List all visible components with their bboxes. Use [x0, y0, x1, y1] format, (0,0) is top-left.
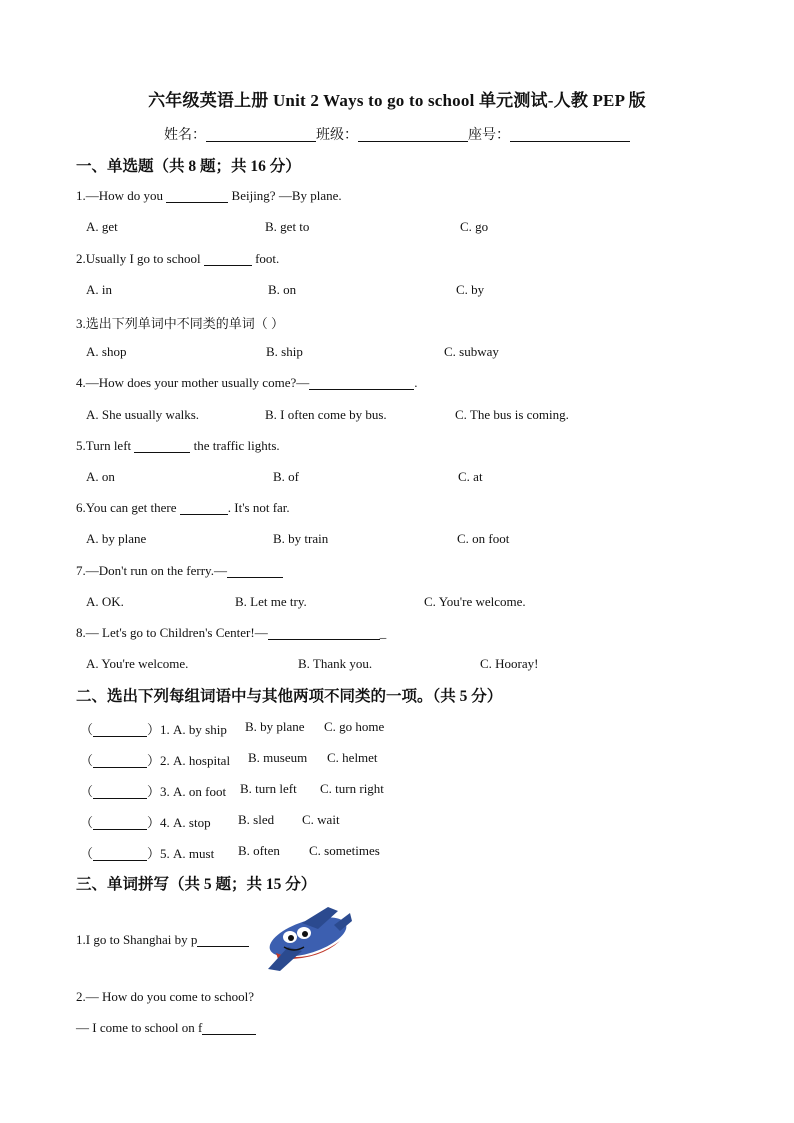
classify-1b[interactable]: B. by plane — [245, 719, 305, 734]
option-3c[interactable]: C. subway — [444, 344, 499, 359]
question-4: 4.—How does your mother usually come?— . — [76, 375, 418, 390]
option-1c[interactable]: C. go — [460, 219, 489, 234]
answer-blank[interactable] — [166, 189, 228, 203]
classify-item-5: （ ）5. A. must — [80, 846, 215, 861]
option-6c[interactable]: C. on foot — [457, 531, 510, 546]
classify-item-2: （ ）2. A. hospital — [80, 753, 231, 768]
classify-3c[interactable]: C. turn right — [320, 781, 384, 796]
option-2b[interactable]: B. on — [268, 282, 297, 297]
class-label: 班级： — [316, 128, 358, 143]
classify-2b[interactable]: B. museum — [248, 750, 308, 765]
classify-3b[interactable]: B. turn left — [240, 781, 297, 796]
section-3-heading: 三、单词拼写（共 5 题；共 15 分） — [76, 876, 317, 893]
answer-blank[interactable] — [197, 933, 249, 947]
spelling-question-2: 2.— How do you come to school? — [76, 989, 255, 1004]
answer-blank[interactable] — [268, 626, 380, 640]
seat-blank[interactable] — [510, 127, 630, 142]
page-title: 六年级英语上册 Unit 2 Ways to go to school 单元测试-人教 PEP 版 — [148, 91, 646, 110]
answer-blank[interactable] — [93, 847, 147, 861]
spelling-question-1: 1.I go to Shanghai by p — [76, 932, 249, 948]
option-5b[interactable]: B. of — [273, 469, 299, 484]
classify-item-3: （ ）3. A. on foot — [80, 784, 227, 799]
option-5c[interactable]: C. at — [458, 469, 483, 484]
option-7b[interactable]: B. Let me try. — [235, 594, 307, 609]
option-8a[interactable]: A. You're welcome. — [86, 656, 189, 671]
option-3a[interactable]: A. shop — [86, 344, 127, 359]
answer-blank[interactable] — [93, 754, 147, 768]
name-label: 姓名： — [164, 128, 206, 143]
option-4b[interactable]: B. I often come by bus. — [265, 407, 387, 422]
option-1b[interactable]: B. get to — [265, 219, 310, 234]
option-4a[interactable]: A. She usually walks. — [86, 407, 200, 422]
answer-blank[interactable] — [93, 723, 147, 737]
option-8b[interactable]: B. Thank you. — [298, 656, 373, 671]
classify-5c[interactable]: C. sometimes — [309, 843, 380, 858]
option-1a[interactable]: A. get — [86, 219, 118, 234]
option-7a[interactable]: A. OK. — [86, 594, 124, 609]
classify-5b[interactable]: B. often — [238, 843, 280, 858]
classify-2c[interactable]: C. helmet — [327, 750, 378, 765]
answer-blank[interactable] — [180, 501, 228, 515]
option-2c[interactable]: C. by — [456, 282, 485, 297]
option-5a[interactable]: A. on — [86, 469, 115, 484]
question-3: 3.选出下列单词中不同类的单词（ ） — [76, 316, 285, 331]
classify-1c[interactable]: C. go home — [324, 719, 385, 734]
answer-blank[interactable] — [309, 376, 414, 390]
airplane-icon — [258, 903, 354, 975]
option-8c[interactable]: C. Hooray! — [480, 656, 539, 671]
section-2-heading: 二、选出下列每组词语中与其他两项不同类的一项。（共 5 分） — [76, 688, 503, 705]
question-2: 2.Usually I go to school foot. — [76, 251, 280, 266]
option-6b[interactable]: B. by train — [273, 531, 329, 546]
classify-item-1: （ ）1. A. by ship — [80, 722, 227, 737]
answer-blank[interactable] — [204, 252, 252, 266]
classify-item-4: （ ）4. A. stop — [80, 815, 211, 830]
option-6a[interactable]: A. by plane — [86, 531, 147, 546]
student-info — [0, 124, 794, 144]
question-7: 7.—Don't run on the ferry.— — [76, 563, 283, 579]
answer-blank[interactable] — [93, 785, 147, 799]
option-4c[interactable]: C. The bus is coming. — [455, 407, 569, 422]
name-blank[interactable] — [206, 127, 316, 142]
answer-blank[interactable] — [134, 439, 190, 453]
question-6: 6.You can get there . It's not far. — [76, 500, 290, 515]
question-8: 8.— Let's go to Children's Center!— _ — [76, 625, 387, 640]
class-blank[interactable] — [358, 127, 468, 142]
classify-4c[interactable]: C. wait — [302, 812, 340, 827]
option-3b[interactable]: B. ship — [266, 344, 303, 359]
seat-label: 座号： — [468, 128, 510, 143]
answer-blank[interactable] — [227, 564, 283, 578]
option-7c[interactable]: C. You're welcome. — [424, 594, 526, 609]
classify-4b[interactable]: B. sled — [238, 812, 275, 827]
option-2a[interactable]: A. in — [86, 282, 112, 297]
section-1-heading: 一、单选题（共 8 题；共 16 分） — [76, 158, 301, 175]
question-1: 1.—How do you Beijing? —By plane. — [76, 188, 342, 203]
answer-blank[interactable] — [202, 1021, 256, 1035]
spelling-question-2-answer: — I come to school on f — [76, 1020, 256, 1036]
question-5: 5.Turn left the traffic lights. — [76, 438, 280, 453]
answer-blank[interactable] — [93, 816, 147, 830]
